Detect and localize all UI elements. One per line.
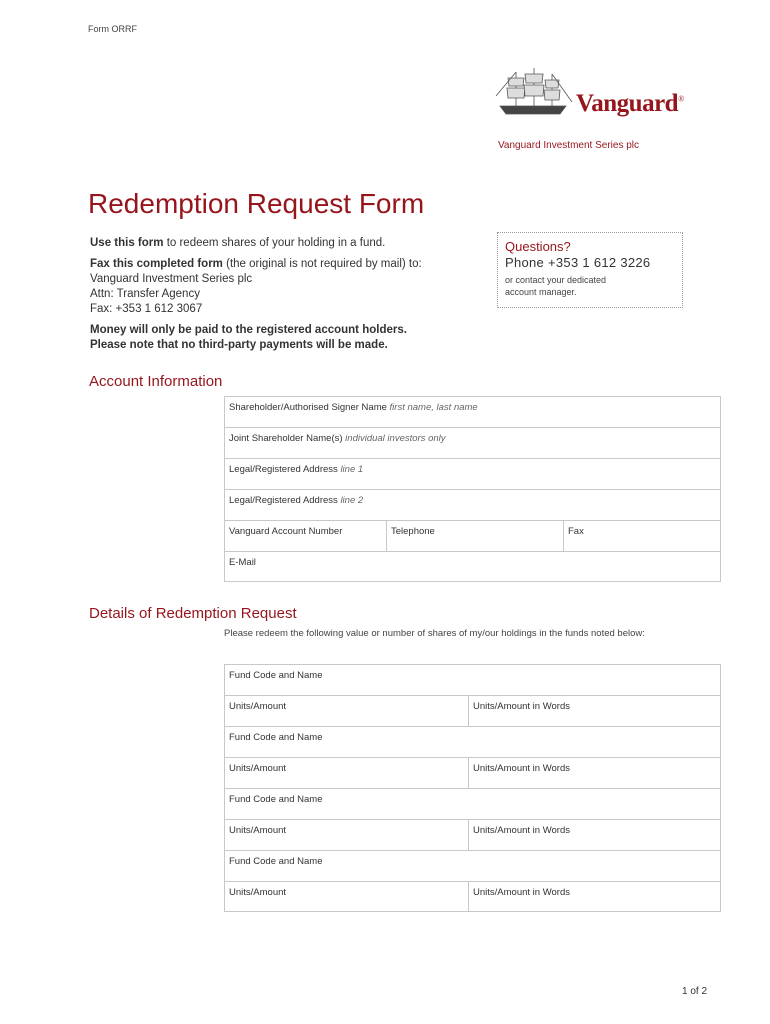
redemption-grid [224,664,721,912]
units-words-field[interactable]: Units/Amount in Words [468,820,720,850]
units-words-field[interactable]: Units/Amount in Words [468,758,720,788]
fund-code-field[interactable]: Fund Code and Name [224,726,721,757]
questions-title: Questions? [505,239,571,254]
telephone-field[interactable]: Telephone [386,521,563,551]
payment-notice: Money will only be paid to the registered account holders. Please note that no third-party payments will be made. [90,324,407,351]
questions-phone: Phone +353 1 612 3226 [505,255,651,270]
page-title: Redemption Request Form [88,188,425,219]
redemption-note: Please redeem the following value or number of shares of my/our holdings in the funds noted below: [224,628,645,639]
redemption-heading: Details of Redemption Request [89,605,297,622]
form-code: Form ORRF [88,24,137,34]
units-words-field[interactable]: Units/Amount in Words [468,696,720,726]
fax-instructions: Fax this completed form (the original is not required by mail) to: Vanguard Investment Series plc Attn: Transfer Agency Fax: +353 1 612 3067 [90,258,422,315]
brand-logo: Vanguard® [576,90,684,117]
address-line1-field[interactable]: Legal/Registered Address line 1 [224,458,721,489]
joint-shareholder-field[interactable]: Joint Shareholder Name(s) individual investors only [224,427,721,458]
email-field[interactable]: E-Mail [224,551,721,582]
series-name: Vanguard Investment Series plc [498,140,640,151]
intro-line: Use this form to redeem shares of your holding in a fund. [90,237,386,249]
questions-note: or contact your dedicated account manager. [505,275,607,297]
signer-name-field[interactable]: Shareholder/Authorised Signer Name first name, last name [224,396,721,427]
fund-code-field[interactable]: Fund Code and Name [224,788,721,819]
fax-field[interactable]: Fax [563,521,720,551]
units-amount-field[interactable]: Units/Amount [229,701,287,712]
fund-code-field[interactable]: Fund Code and Name [224,664,721,695]
account-heading: Account Information [89,373,223,390]
units-amount-field[interactable]: Units/Amount [229,763,287,774]
questions-box [497,232,683,308]
units-amount-field[interactable]: Units/Amount [229,887,287,898]
units-amount-field[interactable]: Units/Amount [229,825,287,836]
account-grid [224,396,721,582]
account-number-field[interactable]: Vanguard Account Number [229,526,343,537]
address-line2-field[interactable]: Legal/Registered Address line 2 [224,489,721,520]
units-words-field[interactable]: Units/Amount in Words [468,882,720,911]
fund-code-field[interactable]: Fund Code and Name [224,850,721,881]
ship-logo-icon [494,66,574,118]
page-number: 1 of 2 [682,986,708,997]
